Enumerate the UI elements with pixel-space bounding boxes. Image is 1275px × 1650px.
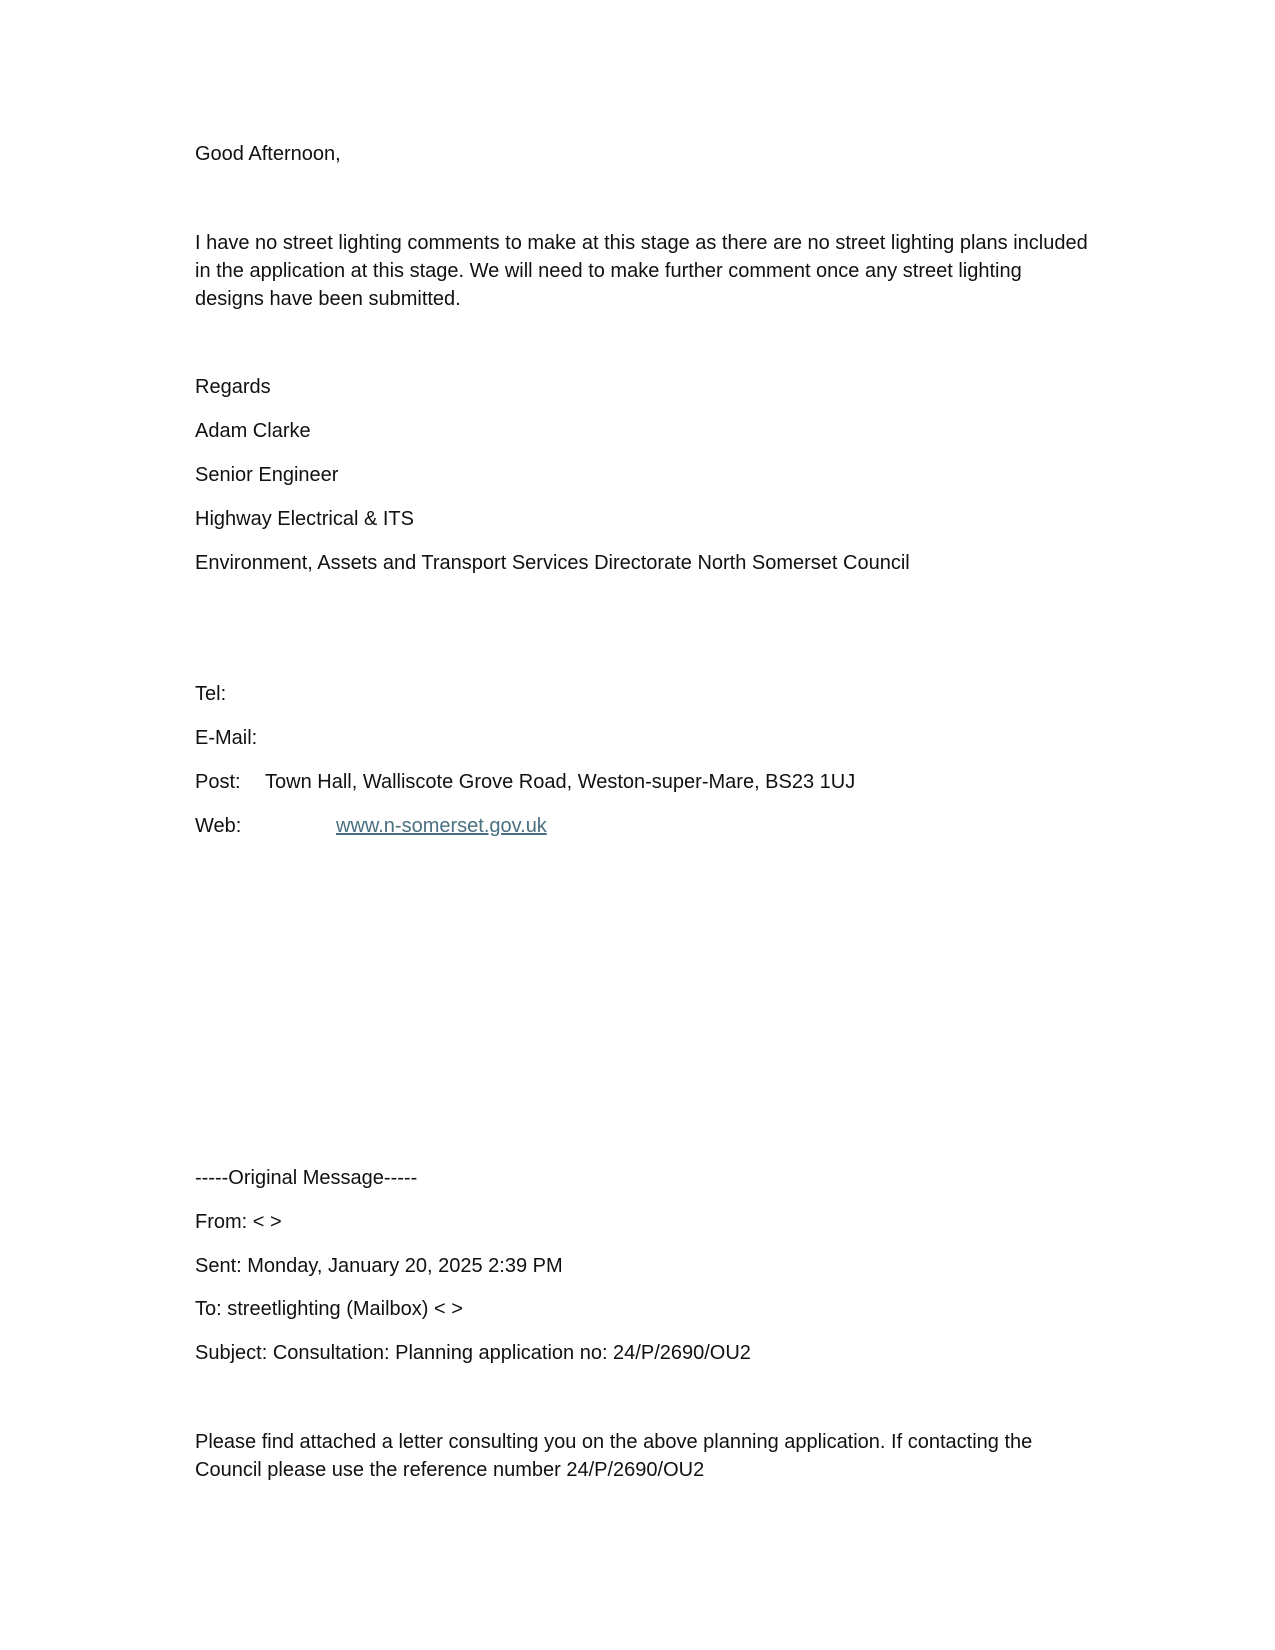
- post-row: [195, 768, 855, 796]
- website-link[interactable]: www.n-somerset.gov.uk: [336, 815, 547, 837]
- original-to: To: streetlighting (Mailbox) < >: [195, 1298, 463, 1320]
- web-row: [195, 812, 547, 840]
- post-label: Post:: [195, 771, 241, 793]
- body-paragraph: I have no street lighting comments to make at this stage as there are no street lighting plans included in the application at this stage. We will need to make further comment once any street lighting designs have been submitted.: [195, 232, 1088, 310]
- post-address: Town Hall, Walliscote Grove Road, Weston-super-Mare, BS23 1UJ: [265, 771, 856, 793]
- tel-label: Tel:: [195, 683, 227, 705]
- original-sent: Sent: Monday, January 20, 2025 2:39 PM: [195, 1255, 563, 1277]
- original-message-separator: -----Original Message-----: [195, 1167, 418, 1189]
- original-from: From: < >: [195, 1211, 282, 1233]
- web-label: Web:: [195, 815, 242, 837]
- original-subject: Subject: Consultation: Planning application no: 24/P/2690/OU2: [195, 1342, 751, 1364]
- sender-directorate: Environment, Assets and Transport Services Directorate North Somerset Council: [195, 552, 910, 574]
- greeting: Good Afternoon,: [195, 143, 341, 165]
- sender-team: Highway Electrical & ITS: [195, 508, 414, 530]
- email-label: E-Mail:: [195, 727, 258, 749]
- sender-name: Adam Clarke: [195, 420, 311, 442]
- sender-title: Senior Engineer: [195, 464, 339, 486]
- closing: Regards: [195, 376, 271, 398]
- original-body: Please find attached a letter consulting you on the above planning application. If contacting the Council please use the reference number 24/P/2690/OU2: [195, 1431, 1033, 1481]
